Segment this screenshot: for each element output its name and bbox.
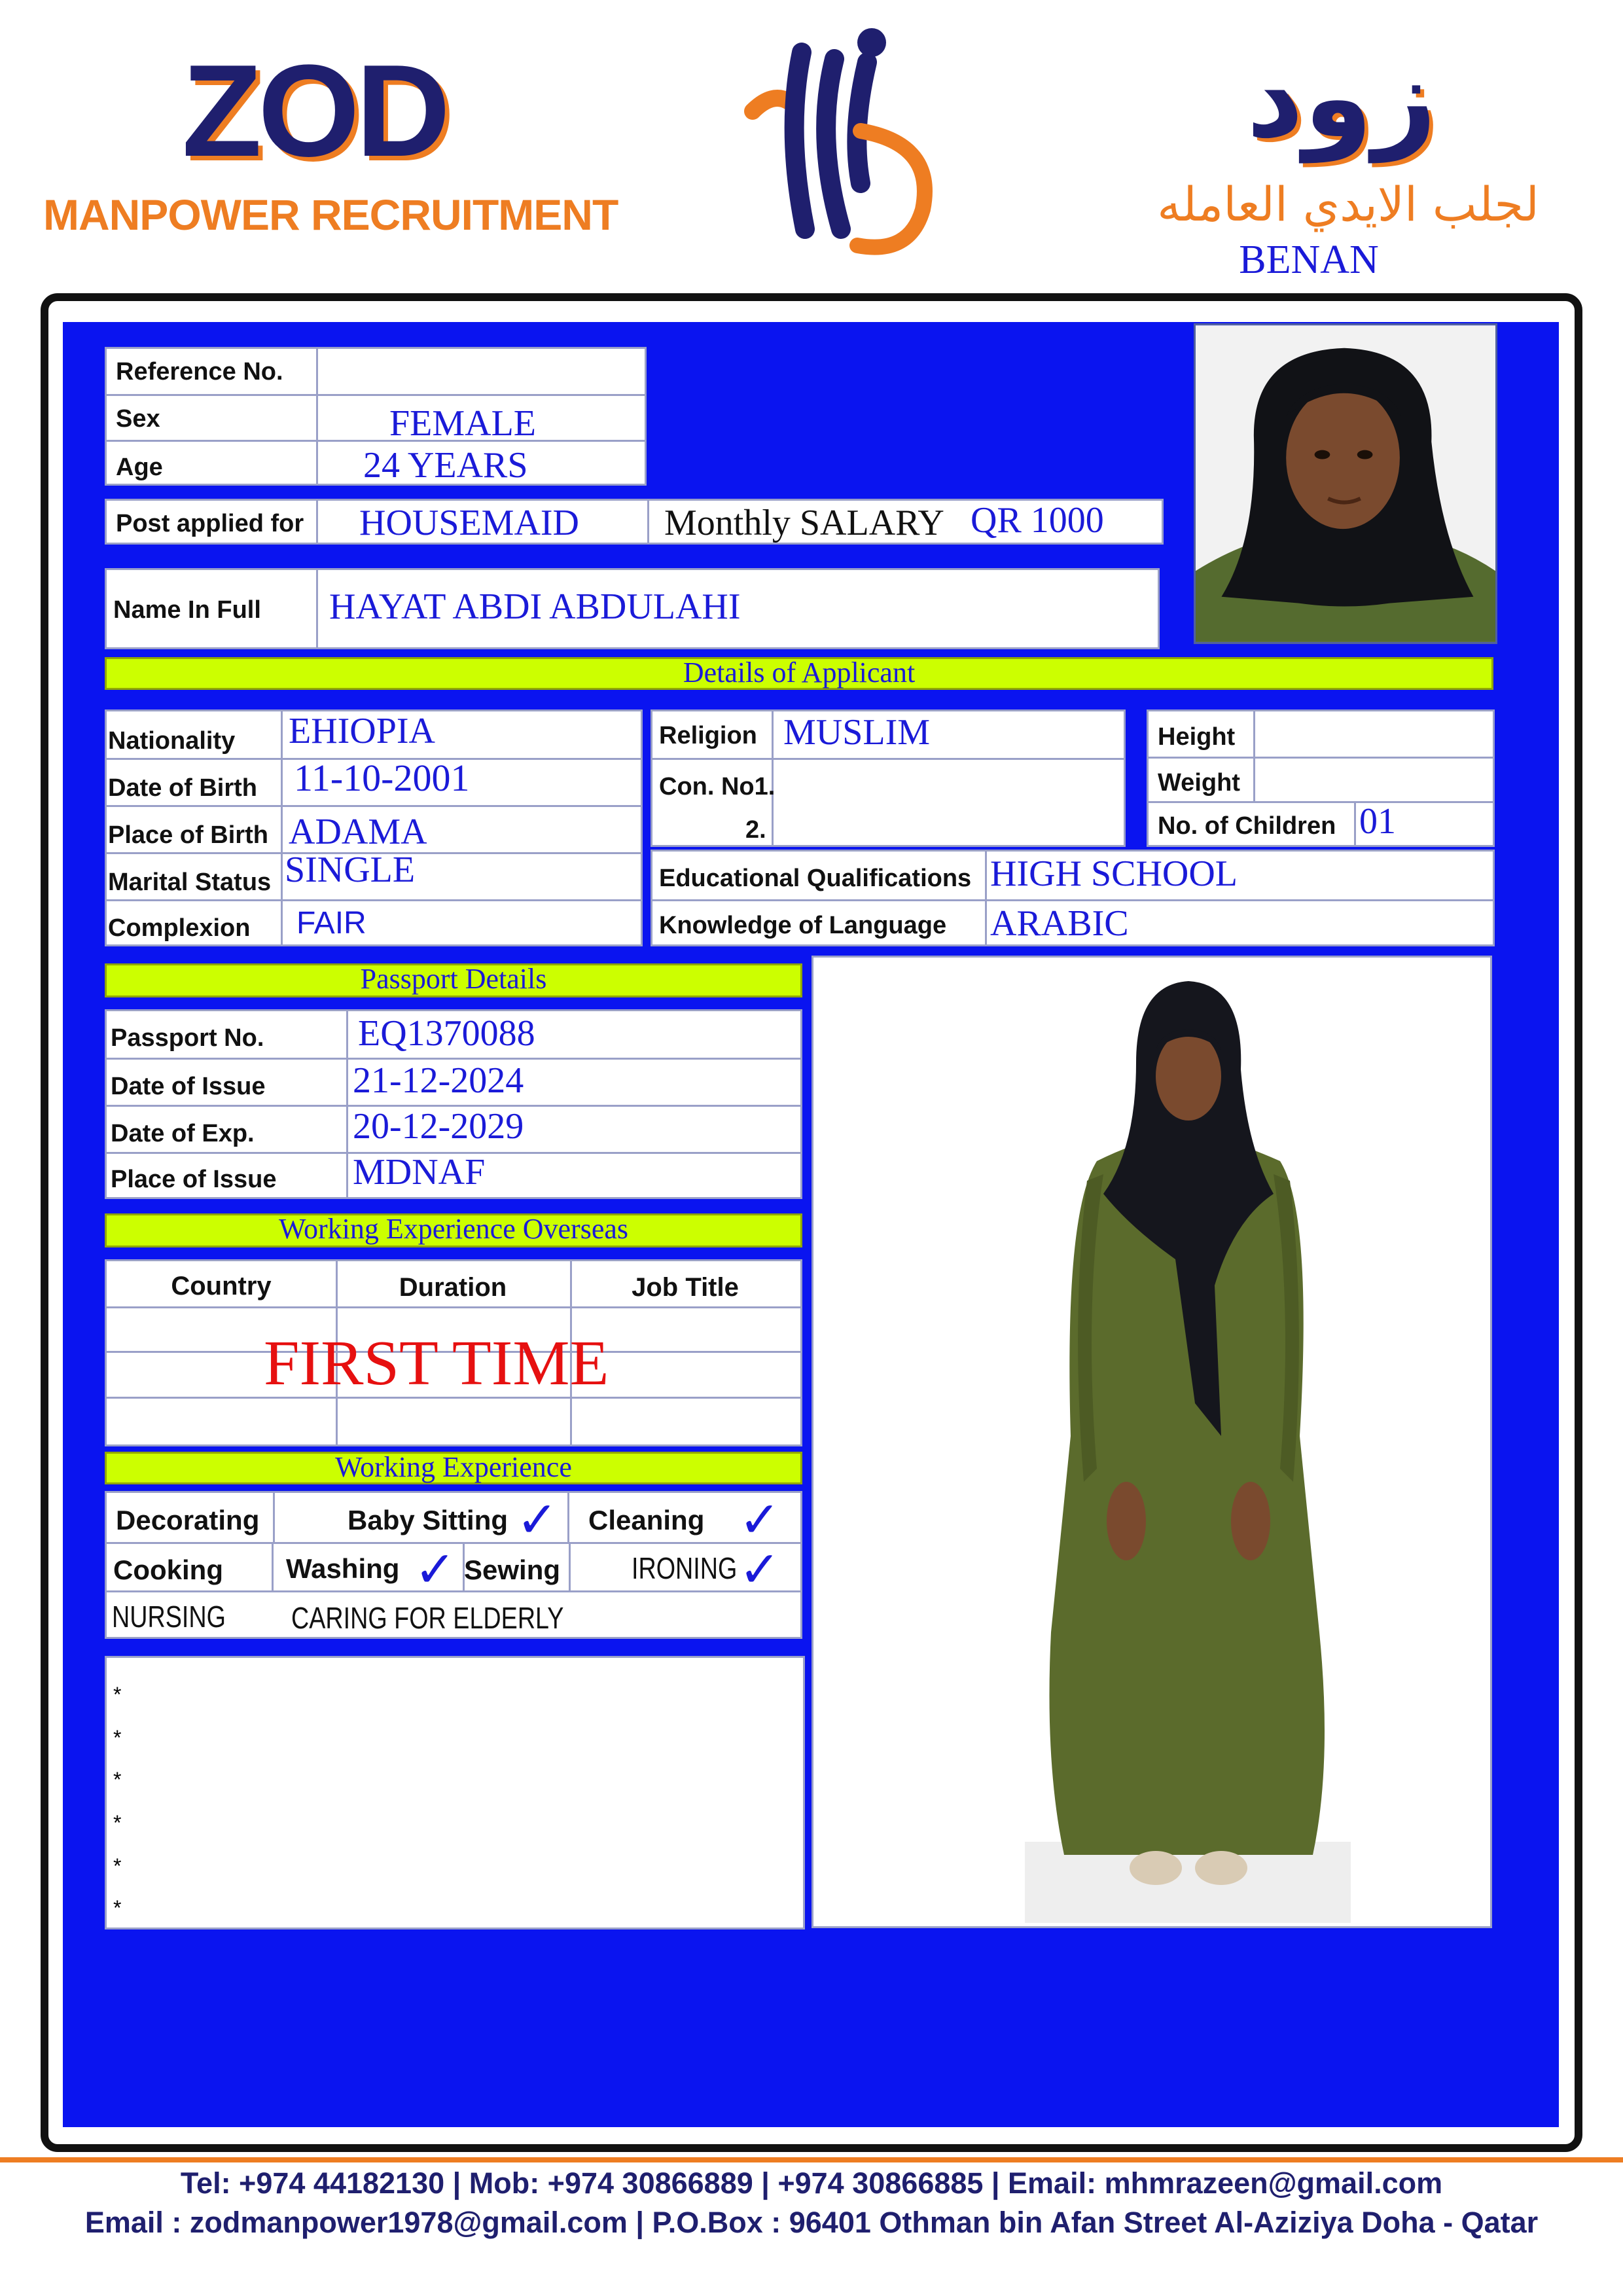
note-bullet-4: * [113, 1811, 122, 1835]
brand-arabic-subtitle: لجلب الايدي العامله [1157, 177, 1539, 232]
passport-title-bar: Passport Details [105, 963, 802, 997]
nationality-label: Nationality [108, 727, 236, 755]
language-label: Knowledge of Language [659, 912, 947, 939]
contact-2-label: 2. [745, 816, 766, 844]
footer-address-line: Email : zodmanpower1978@gmail.com | P.O.Box : 96401 Othman bin Afan Street Al-Aziziya Doha - Qatar [84, 2206, 1539, 2239]
pob-label: Place of Birth [108, 821, 268, 849]
passport-exp-value: 20-12-2029 [353, 1106, 524, 1147]
religion-label: Religion [659, 722, 757, 749]
skill-washing: Washing [286, 1553, 400, 1584]
notes-box [105, 1656, 805, 1929]
brand-tag: BENAN [1239, 238, 1379, 282]
marital-value: SINGLE [285, 850, 416, 890]
check-washing-icon: ✓ [414, 1540, 456, 1598]
passport-place-label: Place of Issue [111, 1166, 277, 1193]
overseas-col-job: Job Title [632, 1273, 739, 1302]
first-time-stamp: FIRST TIME [264, 1328, 609, 1399]
skill-decorating: Decorating [116, 1505, 260, 1535]
footer-contact-line: Tel: +974 44182130 | Mob: +974 30866889 | +974 30866885 | Email: mhmrazeen@gmail.com [180, 2166, 1443, 2200]
reference-label: Reference No. [116, 358, 283, 386]
check-baby-sitting-icon: ✓ [516, 1490, 558, 1549]
contact-1-label: Con. No1. [659, 773, 776, 800]
dob-label: Date of Birth [108, 774, 257, 802]
complexion-value: FAIR [296, 906, 366, 941]
passport-no-label: Passport No. [111, 1024, 264, 1052]
language-value: ARABIC [990, 903, 1129, 944]
salary-value: QR 1000 [971, 500, 1104, 541]
overseas-col-duration: Duration [399, 1273, 507, 1302]
details-title-bar: Details of Applicant [105, 657, 1493, 690]
experience-table [105, 1491, 802, 1639]
skill-caring-elderly: CARING FOR ELDERLY [291, 1601, 564, 1635]
name-row [105, 568, 1160, 649]
note-bullet-3: * [113, 1768, 122, 1791]
portrait-photo [1194, 323, 1497, 644]
nationality-value: EHIOPIA [289, 711, 435, 751]
note-bullet-6: * [113, 1896, 122, 1920]
passport-no-value: EQ1370088 [358, 1013, 535, 1054]
footer-divider [0, 2157, 1623, 2162]
sex-label: Sex [116, 405, 160, 433]
qualification-table [651, 850, 1495, 946]
full-body-photo [1025, 978, 1351, 1923]
sex-value: FEMALE [389, 403, 536, 444]
education-value: HIGH SCHOOL [990, 853, 1238, 894]
complexion-label: Complexion [108, 914, 251, 942]
skill-cleaning: Cleaning [588, 1505, 705, 1535]
skill-baby-sitting: Baby Sitting [348, 1505, 508, 1535]
check-ironing-icon: ✓ [739, 1540, 781, 1598]
height-label: Height [1158, 723, 1236, 751]
overseas-table [105, 1259, 802, 1446]
post-row [105, 499, 1164, 545]
brand-subtitle: MANPOWER RECRUITMENT [43, 190, 618, 239]
children-label: No. of Children [1158, 812, 1336, 840]
skill-sewing: Sewing [464, 1554, 561, 1585]
dob-value: 11-10-2001 [294, 757, 470, 799]
religion-value: MUSLIM [783, 712, 931, 753]
pob-value: ADAMA [289, 812, 427, 852]
name-value: HAYAT ABDI ABDULAHI [329, 586, 741, 627]
children-value: 01 [1359, 801, 1396, 842]
passport-issue-value: 21-12-2024 [353, 1060, 524, 1101]
weight-label: Weight [1158, 769, 1240, 797]
note-bullet-5: * [113, 1854, 122, 1878]
brand-logo-en [177, 38, 447, 184]
experience-title-bar: Working Experience [105, 1452, 802, 1484]
brand-name: ZOD [182, 38, 447, 184]
brand-arabic-name: زود [1246, 33, 1437, 163]
passport-issue-label: Date of Issue [111, 1073, 266, 1100]
marital-label: Marital Status [108, 869, 272, 896]
physical-table [1147, 709, 1495, 847]
passport-table [105, 1009, 802, 1199]
skill-ironing: IRONING [632, 1551, 738, 1585]
check-cleaning-icon: ✓ [739, 1490, 781, 1549]
personal-details-table [105, 709, 643, 946]
age-value: 24 YEARS [363, 445, 528, 486]
skill-cooking: Cooking [113, 1554, 223, 1585]
passport-place-value: MDNAF [353, 1152, 486, 1193]
salary-label: Monthly SALARY [664, 503, 944, 543]
passport-exp-label: Date of Exp. [111, 1120, 255, 1147]
note-bullet-1: * [113, 1683, 122, 1706]
post-label: Post applied for [116, 510, 304, 537]
overseas-col-country: Country [171, 1272, 272, 1300]
overseas-title-bar: Working Experience Overseas [105, 1213, 802, 1247]
name-label: Name In Full [113, 596, 261, 624]
skill-nursing: NURSING [112, 1600, 226, 1634]
post-value: HOUSEMAID [359, 503, 579, 543]
religion-table [651, 709, 1126, 847]
basic-info-table [105, 347, 647, 486]
note-bullet-2: * [113, 1726, 122, 1749]
age-label: Age [116, 454, 163, 481]
education-label: Educational Qualifications [659, 865, 972, 892]
zod-logo-icon [726, 13, 942, 262]
